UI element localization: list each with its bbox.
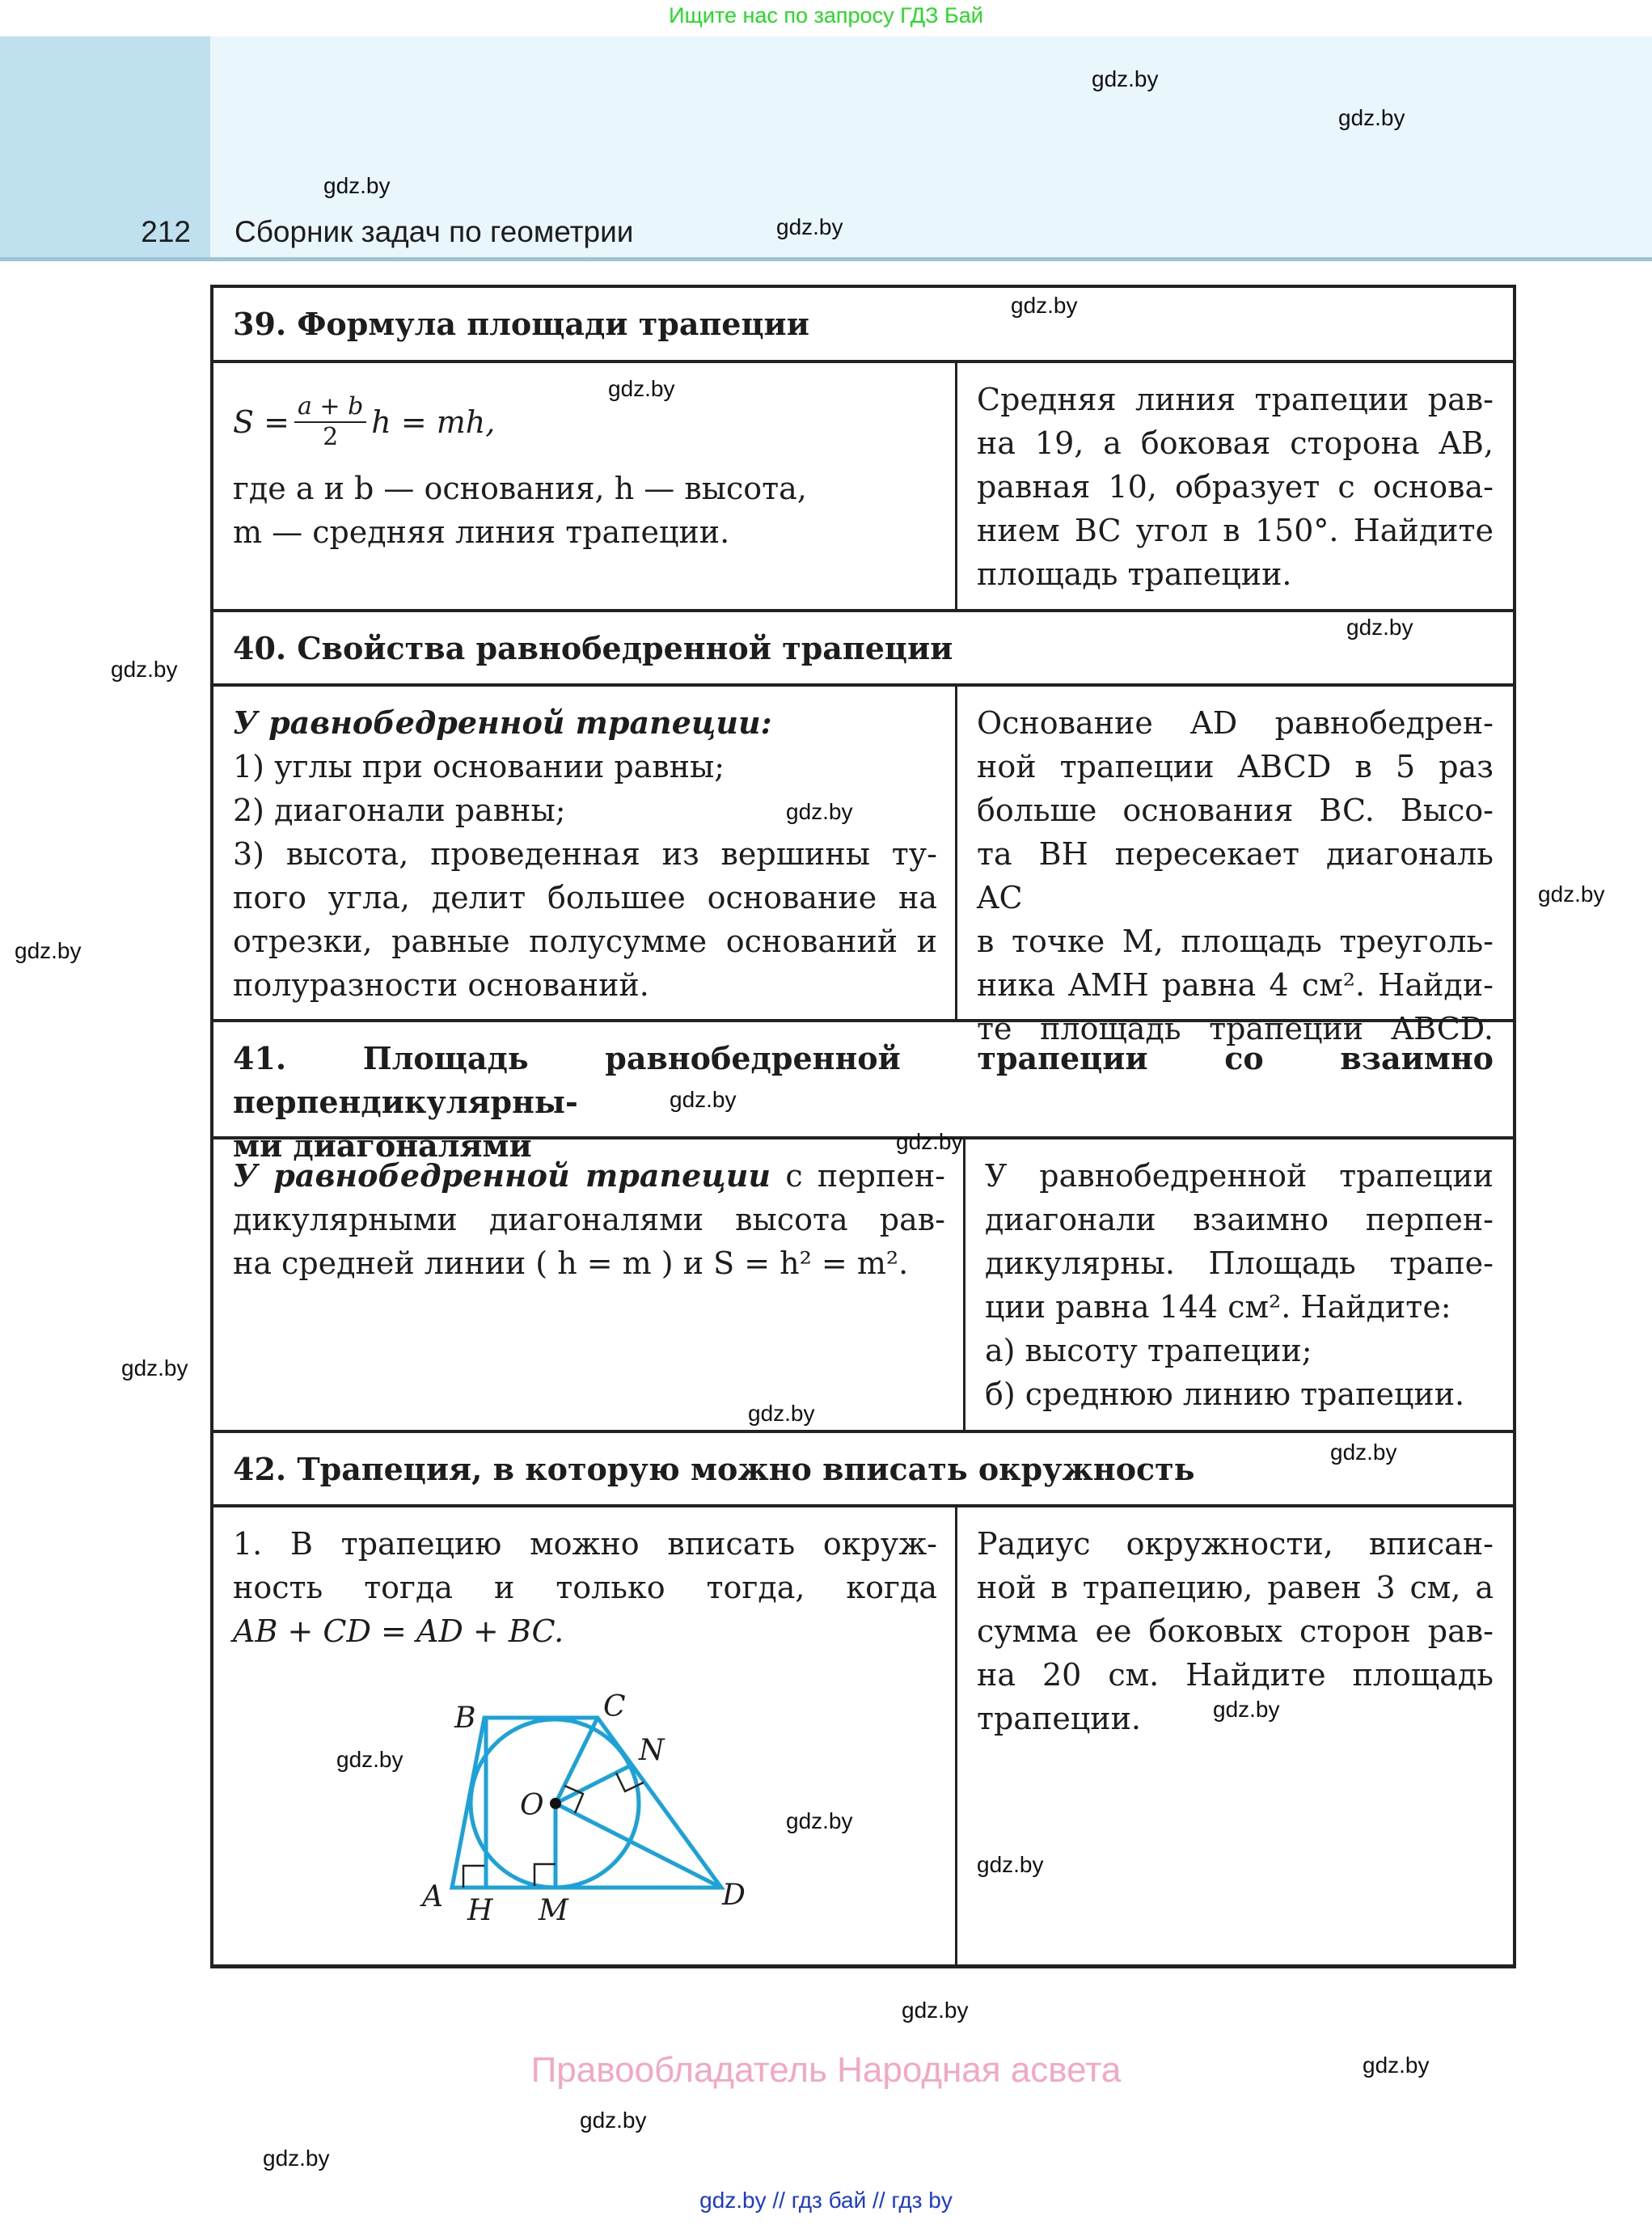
right-angle-h — [463, 1866, 484, 1888]
text-line: 1. В трапецию можно вписать окруж- — [233, 1526, 937, 1562]
text-line: та BH пересекает диагональ AC — [977, 836, 1494, 915]
watermark: gdz.by — [1363, 2053, 1430, 2078]
section-41-body — [213, 1139, 1513, 1433]
section-39-title: 39. Формула площади трапеции — [213, 288, 1513, 363]
watermark: gdz.by — [902, 1998, 969, 2023]
watermark: gdz.by — [1330, 1440, 1397, 1465]
text-line: сумма ее боковых сторон рав- — [977, 1613, 1494, 1649]
watermark: gdz.by — [1346, 615, 1413, 640]
text-line: Радиус окружности, вписан- — [977, 1526, 1494, 1562]
text-line: 1) углы при основании равны; — [233, 749, 725, 784]
watermark: gdz.by — [1538, 882, 1605, 907]
theory-intro: У равнобедренной трапеции: — [233, 704, 772, 741]
label-a: A — [422, 1880, 443, 1913]
fraction-denominator: 2 — [323, 423, 339, 451]
text-line: пого угла, делит большее основание на — [233, 880, 937, 915]
watermark: gdz.by — [111, 657, 178, 682]
watermark: gdz.by — [580, 2108, 647, 2133]
text-line: диагонали взаимно перпен- — [985, 1202, 1494, 1237]
formula-lhs: S — [233, 404, 255, 440]
text-line: 3) высота, проведенная из вершины ту- — [233, 836, 937, 872]
section-40-body — [213, 687, 1513, 1046]
text-line: полуразности оснований. — [233, 967, 649, 1003]
text-line: б) среднюю линию трапеции. — [985, 1376, 1465, 1412]
page-number: 212 — [141, 215, 191, 248]
inscribed-circle-trapezoid-diagram — [388, 1674, 776, 1933]
label-b: B — [454, 1702, 476, 1735]
text-line: У равнобедренной трапеции — [985, 1158, 1494, 1194]
text-line: больше основания BC. Высо- — [977, 793, 1494, 828]
watermark: gdz.by — [1213, 1697, 1280, 1722]
text-line: а) высоту трапеции; — [985, 1333, 1312, 1368]
watermark: gdz.by — [1011, 293, 1078, 318]
theory-intro: У равнобедренной трапеции — [233, 1157, 771, 1194]
text-fragment: с перпен- — [785, 1158, 945, 1194]
watermark: gdz.by — [15, 938, 82, 963]
text-line: ника AMH равна 4 см². Найди- — [977, 967, 1494, 1003]
watermark: gdz.by — [608, 376, 675, 401]
section-39-body — [213, 363, 1513, 612]
section-40-title: 40. Свойства равнобедренной трапеции — [213, 612, 1513, 687]
text-line: ной в трапецию, равен 3 см, а — [977, 1570, 1494, 1605]
formula-eq: = — [264, 404, 289, 440]
text-line: ность тогда и только тогда, когда — [233, 1570, 937, 1605]
text-line: дикулярны. Площадь трапе- — [985, 1245, 1494, 1281]
text-line: на 20 см. Найдите площадь — [977, 1657, 1494, 1693]
text-line: площадь трапеции. — [977, 556, 1292, 592]
formula-fraction — [294, 392, 366, 452]
text-line: ной трапеции ABCD в 5 раз — [977, 749, 1494, 784]
label-n: N — [639, 1734, 665, 1767]
watermark: gdz.by — [776, 214, 843, 239]
center-point-o — [550, 1798, 561, 1809]
title-line: ми диагоналями — [233, 1127, 532, 1164]
formula-rest: h = mh, — [371, 404, 496, 440]
text-line: m — средняя линия трапеции. — [233, 514, 730, 550]
fraction-numerator: a + b — [294, 392, 366, 423]
text-line: трапеции. — [977, 1701, 1141, 1736]
title-line: 41. Площадь равнобедренной трапеции со взаимно перпендикулярны- — [233, 1040, 1494, 1120]
label-c: C — [603, 1690, 626, 1723]
text-line: нием BC угол в 150°. Найдите — [977, 513, 1494, 548]
section-39-problem — [957, 363, 1513, 609]
text-line: Основание AD равнобедрен- — [977, 705, 1494, 741]
text-line: Средняя линия трапеции рав- — [977, 382, 1494, 417]
section-40-problem — [957, 687, 1513, 1046]
text-line: где a и b — основания, h — высота, — [233, 471, 807, 506]
label-d: D — [722, 1879, 746, 1912]
section-39-theory — [213, 363, 957, 609]
copyright-notice: Правообладатель Народная асвета — [530, 2050, 1122, 2090]
section-41-theory — [213, 1139, 965, 1430]
top-search-banner: Ищите нас по запросу ГДЗ Бай — [669, 3, 983, 27]
watermark: gdz.by — [1338, 105, 1405, 130]
watermark: gdz.by — [323, 173, 391, 198]
book-title: Сборник задач по геометрии — [234, 215, 634, 248]
section-41-problem — [965, 1139, 1513, 1430]
watermark: gdz.by — [748, 1401, 815, 1426]
right-angle-m — [534, 1864, 556, 1886]
watermark: gdz.by — [786, 1808, 853, 1833]
text-line: AB + CD = AD + BC. — [233, 1613, 564, 1649]
text-line: в точке M, площадь треуголь- — [977, 924, 1494, 959]
section-42-title: 42. Трапеция, в которую можно вписать окружность — [213, 1433, 1513, 1507]
label-h: H — [467, 1894, 493, 1927]
watermark: gdz.by — [263, 2146, 330, 2171]
watermark: gdz.by — [977, 1852, 1044, 1877]
text-line — [233, 1154, 945, 1198]
text-line: 2) диагонали равны; — [233, 793, 566, 828]
watermark: gdz.by — [670, 1087, 737, 1112]
text-line: равная 10, образует с основа- — [977, 469, 1494, 505]
text-line: на средней линии ( h = m ) и S = h² = m². — [233, 1245, 909, 1281]
trapezoid-area-formula — [233, 378, 937, 467]
watermark: gdz.by — [786, 799, 853, 824]
watermark: gdz.by — [1092, 66, 1159, 91]
section-40-theory — [213, 687, 957, 1019]
text-line: те площадь трапеции ABCD. — [977, 1011, 1494, 1046]
section-42-problem — [957, 1507, 1513, 1964]
label-m: M — [539, 1894, 568, 1927]
watermark: gdz.by — [121, 1355, 188, 1380]
watermark: gdz.by — [896, 1129, 963, 1154]
text-line: на 19, а боковая сторона AB, — [977, 425, 1494, 461]
text-line: ции равна 144 см². Найдите: — [985, 1289, 1451, 1325]
text-line: отрезки, равные полусумме оснований и — [233, 924, 937, 959]
label-o: O — [520, 1789, 544, 1822]
page-number-strip — [0, 36, 210, 257]
text-line: дикулярными диагоналями высота рав- — [233, 1202, 945, 1237]
footer-links[interactable]: gdz.by // гдз бай // гдз by — [699, 2188, 953, 2213]
watermark: gdz.by — [336, 1747, 403, 1772]
